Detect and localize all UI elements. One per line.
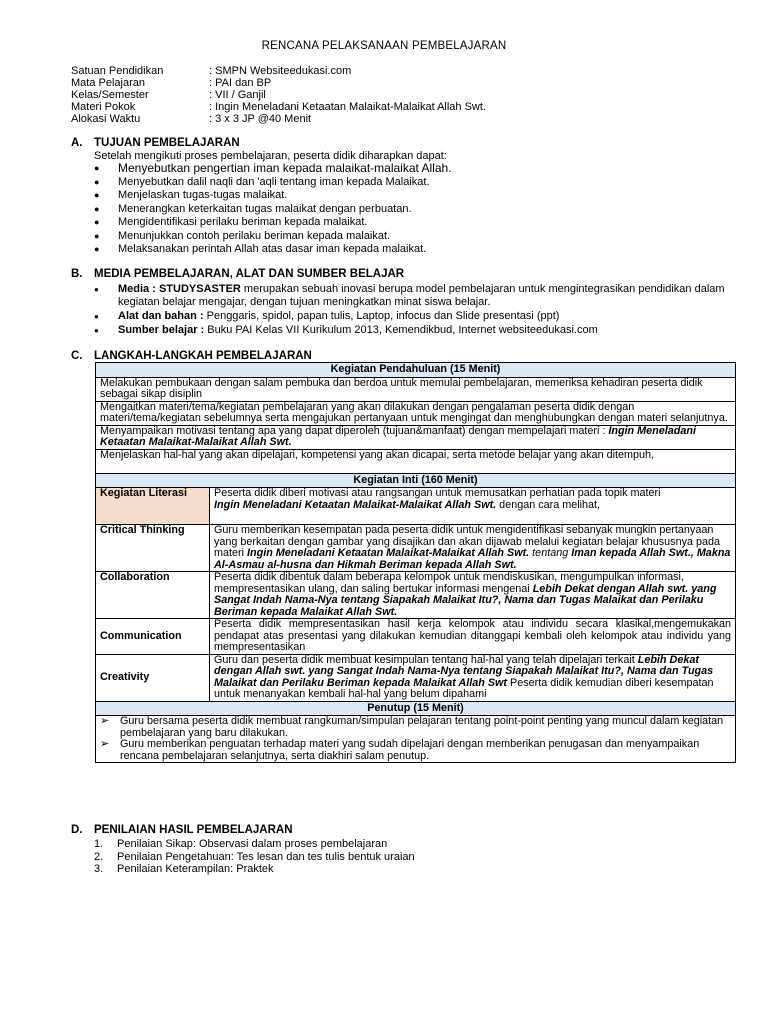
item-text: Penilaian Keterampilan: Praktek <box>117 863 274 875</box>
list-item: ● Menyebutkan dalil naqli dan 'aqli tentang iman kepada Malaikat. <box>94 176 452 190</box>
identity-block <box>71 65 486 125</box>
list-item <box>94 324 734 337</box>
communication-label: Communication <box>96 619 210 655</box>
literasi-label: Kegiatan Literasi <box>96 488 210 525</box>
section-c-heading <box>71 350 312 362</box>
identity-row <box>71 77 486 89</box>
identity-label: Alokasi Waktu <box>71 113 141 125</box>
list-item: ● Menerangkan keterkaitan tugas malaikat dengan perbuatan. <box>94 203 452 217</box>
sumber-text: Buku PAI Kelas VII Kurikulum 2013, Kemendikbud, Internet websiteedukasi.com <box>204 324 598 336</box>
identity-row <box>71 89 486 101</box>
creat-emphasis: Lebih Dekat dengan Allah swt. yang Sangat Indah Nama-Nya tentang Siapakah Malaikat Itu?, Nama dan Tugas Malaikat dan Perilaku Beriman kepada Malaikat Allah Swt <box>214 653 714 689</box>
literasi-cell <box>210 488 736 525</box>
identity-label: Materi Pokok <box>71 101 136 113</box>
critical-emphasis-1: Ingin Meneladani Ketaatan Malaikat-Malaikat Allah Swt. <box>247 547 530 559</box>
list-item: ● Mengidentifikasi perilaku beriman kepada malaikat. <box>94 216 452 230</box>
identity-value: : Ingin Meneladani Ketaatan Malaikat-Malaikat Allah Swt. <box>209 101 486 113</box>
critical-thinking-cell <box>210 525 736 572</box>
motivasi-emphasis: Ingin Meneladani Ketaatan Malaikat-Malaikat Allah Swt. <box>100 424 696 448</box>
item-number: 1. <box>94 838 104 850</box>
identity-value: : VII / Ganjil <box>209 89 266 101</box>
communication-cell: Peserta didik mempresentasikan hasil kerja kelompok atau individu secara klasikal,mengemukakan pendapat atas presentasi yang dilakukan kemudian ditanggapi kembali oleh kelompok atau individu yang mempresentasikan <box>210 619 736 655</box>
section-number: A. <box>71 137 83 149</box>
list-item: ● Menyebutkan pengertian iman kepada malaikat-malaikat Allah. <box>94 162 452 176</box>
section-title: MEDIA PEMBELAJARAN, ALAT DAN SUMBER BELAJAR <box>94 268 405 280</box>
learning-steps-table <box>95 362 736 763</box>
identity-label: Kelas/Semester <box>71 89 149 101</box>
creat-text: Guru dan peserta didik membuat kesimpulan tentang hal-hal yang telah dipelajari terkait <box>214 653 638 666</box>
identity-value: : 3 x 3 JP @40 Menit <box>209 113 312 125</box>
section-title: PENILAIAN HASIL PEMBELAJARAN <box>94 824 293 836</box>
media-label: Media : STUDYSASTER <box>118 283 241 295</box>
identity-value: : PAI dan BP <box>209 77 272 89</box>
penutup-header: Penutup (15 Menit) <box>96 701 736 716</box>
penutup-item: ➢ Guru bersama peserta didik membuat rangkuman/simpulan pelajaran tentang point-point penting yang muncul dalam kegiatan pembelajaran yang baru dilakukan. <box>100 716 731 739</box>
collaboration-cell <box>210 572 736 619</box>
media-list <box>94 283 734 338</box>
item-text: Penilaian Pengetahuan: Tes lesan dan tes tulis bentuk uraian <box>117 850 415 863</box>
list-item: ● Menunjukkan contoh perilaku beriman kepada malaikat. <box>94 230 452 244</box>
sumber-label: Sumber belajar : <box>118 324 205 336</box>
literasi-emphasis: Ingin Meneladani Ketaatan Malaikat-Malaikat Allah Swt. <box>214 498 497 511</box>
motivasi-text: Menyampaikan motivasi tentang apa yang dapat diperoleh (tujuan&manfaat) dengan mempelajari materi : <box>100 424 609 437</box>
table-row: Melakukan pembukaan dengan salam pembuka dan berdoa untuk memulai pembelajaran, memeriksa kehadiran peserta didik sebagai sikap disiplin <box>96 377 736 401</box>
table-row <box>96 488 736 525</box>
table-row <box>96 654 736 701</box>
collab-emphasis: Lebih Dekat dengan Allah swt. yang Sangat Indah Nama-Nya tentang Siapakah Malaikat Itu?, Nama dan Tugas Malaikat dan Perilaku Beriman kepada Malaikat Allah Swt. <box>214 582 717 618</box>
section-number: C. <box>71 350 83 362</box>
section-a-intro: Setelah mengikuti proses pembelajaran, peserta didik diharapkan dapat: <box>94 150 447 162</box>
identity-row <box>71 65 486 77</box>
list-item: ● Melaksanakan perintah Allah atas dasar iman kepada malaikat. <box>94 243 452 257</box>
identity-row <box>71 113 486 125</box>
table-row: Mengaitkan materi/tema/kegiatan pembelajaran yang akan dilakukan dengan pengalaman peserta didik dengan materi/tema/kegiatan sebelumnya serta mengajukan pertanyaan untuk mengingat dan menghubungkan dengan materi selanjutnya. <box>96 401 736 425</box>
item-number: 3. <box>94 863 104 875</box>
literasi-text: Peserta didik diberi motivasi atau rangsangan untuk memusatkan perhatian pada topik materi <box>214 487 661 499</box>
objectives-list <box>94 162 452 257</box>
section-b-heading <box>71 268 404 280</box>
section-number: B. <box>71 268 83 280</box>
penutup-item: ➢ Guru memberikan penguatan terhadap materi yang sudah dipelajari dengan memberikan penugasan dan menyampaikan rencana pembelajaran selanjutnya, serta diakhiri salam penutup. <box>100 739 731 762</box>
item-number: 2. <box>94 850 104 863</box>
critical-mid: tentang <box>529 547 572 559</box>
list-item: ● Menjelaskan tugas-tugas malaikat. <box>94 189 452 203</box>
identity-label: Mata Pelajaran <box>71 77 145 89</box>
critical-thinking-label: Critical Thinking <box>96 525 210 572</box>
alat-text: Penggaris, spidol, papan tulis, Laptop, infocus dan Slide presentasi (ppt) <box>203 310 560 322</box>
section-title: LANGKAH-LANGKAH PEMBELAJARAN <box>94 350 312 362</box>
list-item <box>94 310 734 323</box>
penutup-cell <box>96 716 736 763</box>
list-item <box>94 851 415 864</box>
pendahuluan-header: Kegiatan Pendahuluan (15 Menit) <box>96 363 736 378</box>
section-number: D. <box>71 824 83 836</box>
media-text: merupakan sebuah inovasi berupa model pembelajaran untuk mengintegrasikan pendidikan dalam kegiatan belajar mengajar, dengan tujuan meningkatkan minat siswa belajar. <box>118 283 725 308</box>
assessment-list <box>94 838 415 876</box>
literasi-tail: dengan cara melihat, <box>496 498 601 511</box>
creat-tail: Peserta didik kemudian diberi kesempatan untuk menanyakan kembali hal-hal yang belum dipahami <box>214 676 714 700</box>
table-row <box>96 425 736 449</box>
table-row: Menjelaskan hal-hal yang akan dipelajari, kompetensi yang akan dicapai, serta metode belajar yang akan ditempuh, <box>96 449 736 473</box>
list-item <box>94 863 415 876</box>
identity-label: Satuan Pendidikan <box>71 65 164 77</box>
section-a-heading <box>71 137 240 149</box>
critical-emphasis-2: Iman kepada Allah Swt., Makna Al-Asmau al-husna dan Hikmah Beriman kepada Allah Swt. <box>214 547 731 571</box>
table-row <box>96 572 736 619</box>
creativity-cell <box>210 654 736 701</box>
creativity-label: Creativity <box>96 654 210 701</box>
list-item <box>94 283 734 309</box>
item-text: Penilaian Sikap: Observasi dalam proses pembelajaran <box>117 838 388 850</box>
critical-text: Guru memberikan kesempatan pada peserta didik untuk mengidentifikasi sebanyak mungkin pertanyaan yang berkaitan dengan gambar yang disajikan dan akan dijawab melalui kegiatan belajar khususnya pada materi <box>214 524 720 559</box>
table-row <box>96 525 736 572</box>
collab-text: Peserta didik dibentuk dalam beberapa kelompok untuk mendiskusikan, mengumpulkan informasi, mempresentasikan ulang, dan saling bertukar informasi mengenai <box>214 571 684 595</box>
inti-header: Kegiatan Inti (160 Menit) <box>96 473 736 488</box>
collaboration-label: Collaboration <box>96 572 210 619</box>
document-title: RENCANA PELAKSANAAN PEMBELAJARAN <box>261 40 507 52</box>
list-item <box>94 838 415 851</box>
identity-row <box>71 101 486 113</box>
section-title: TUJUAN PEMBELAJARAN <box>94 137 240 149</box>
identity-value: : SMPN Websiteedukasi.com <box>209 65 352 77</box>
table-row <box>96 619 736 655</box>
section-d-heading <box>71 824 293 836</box>
alat-label: Alat dan bahan : <box>118 310 204 322</box>
